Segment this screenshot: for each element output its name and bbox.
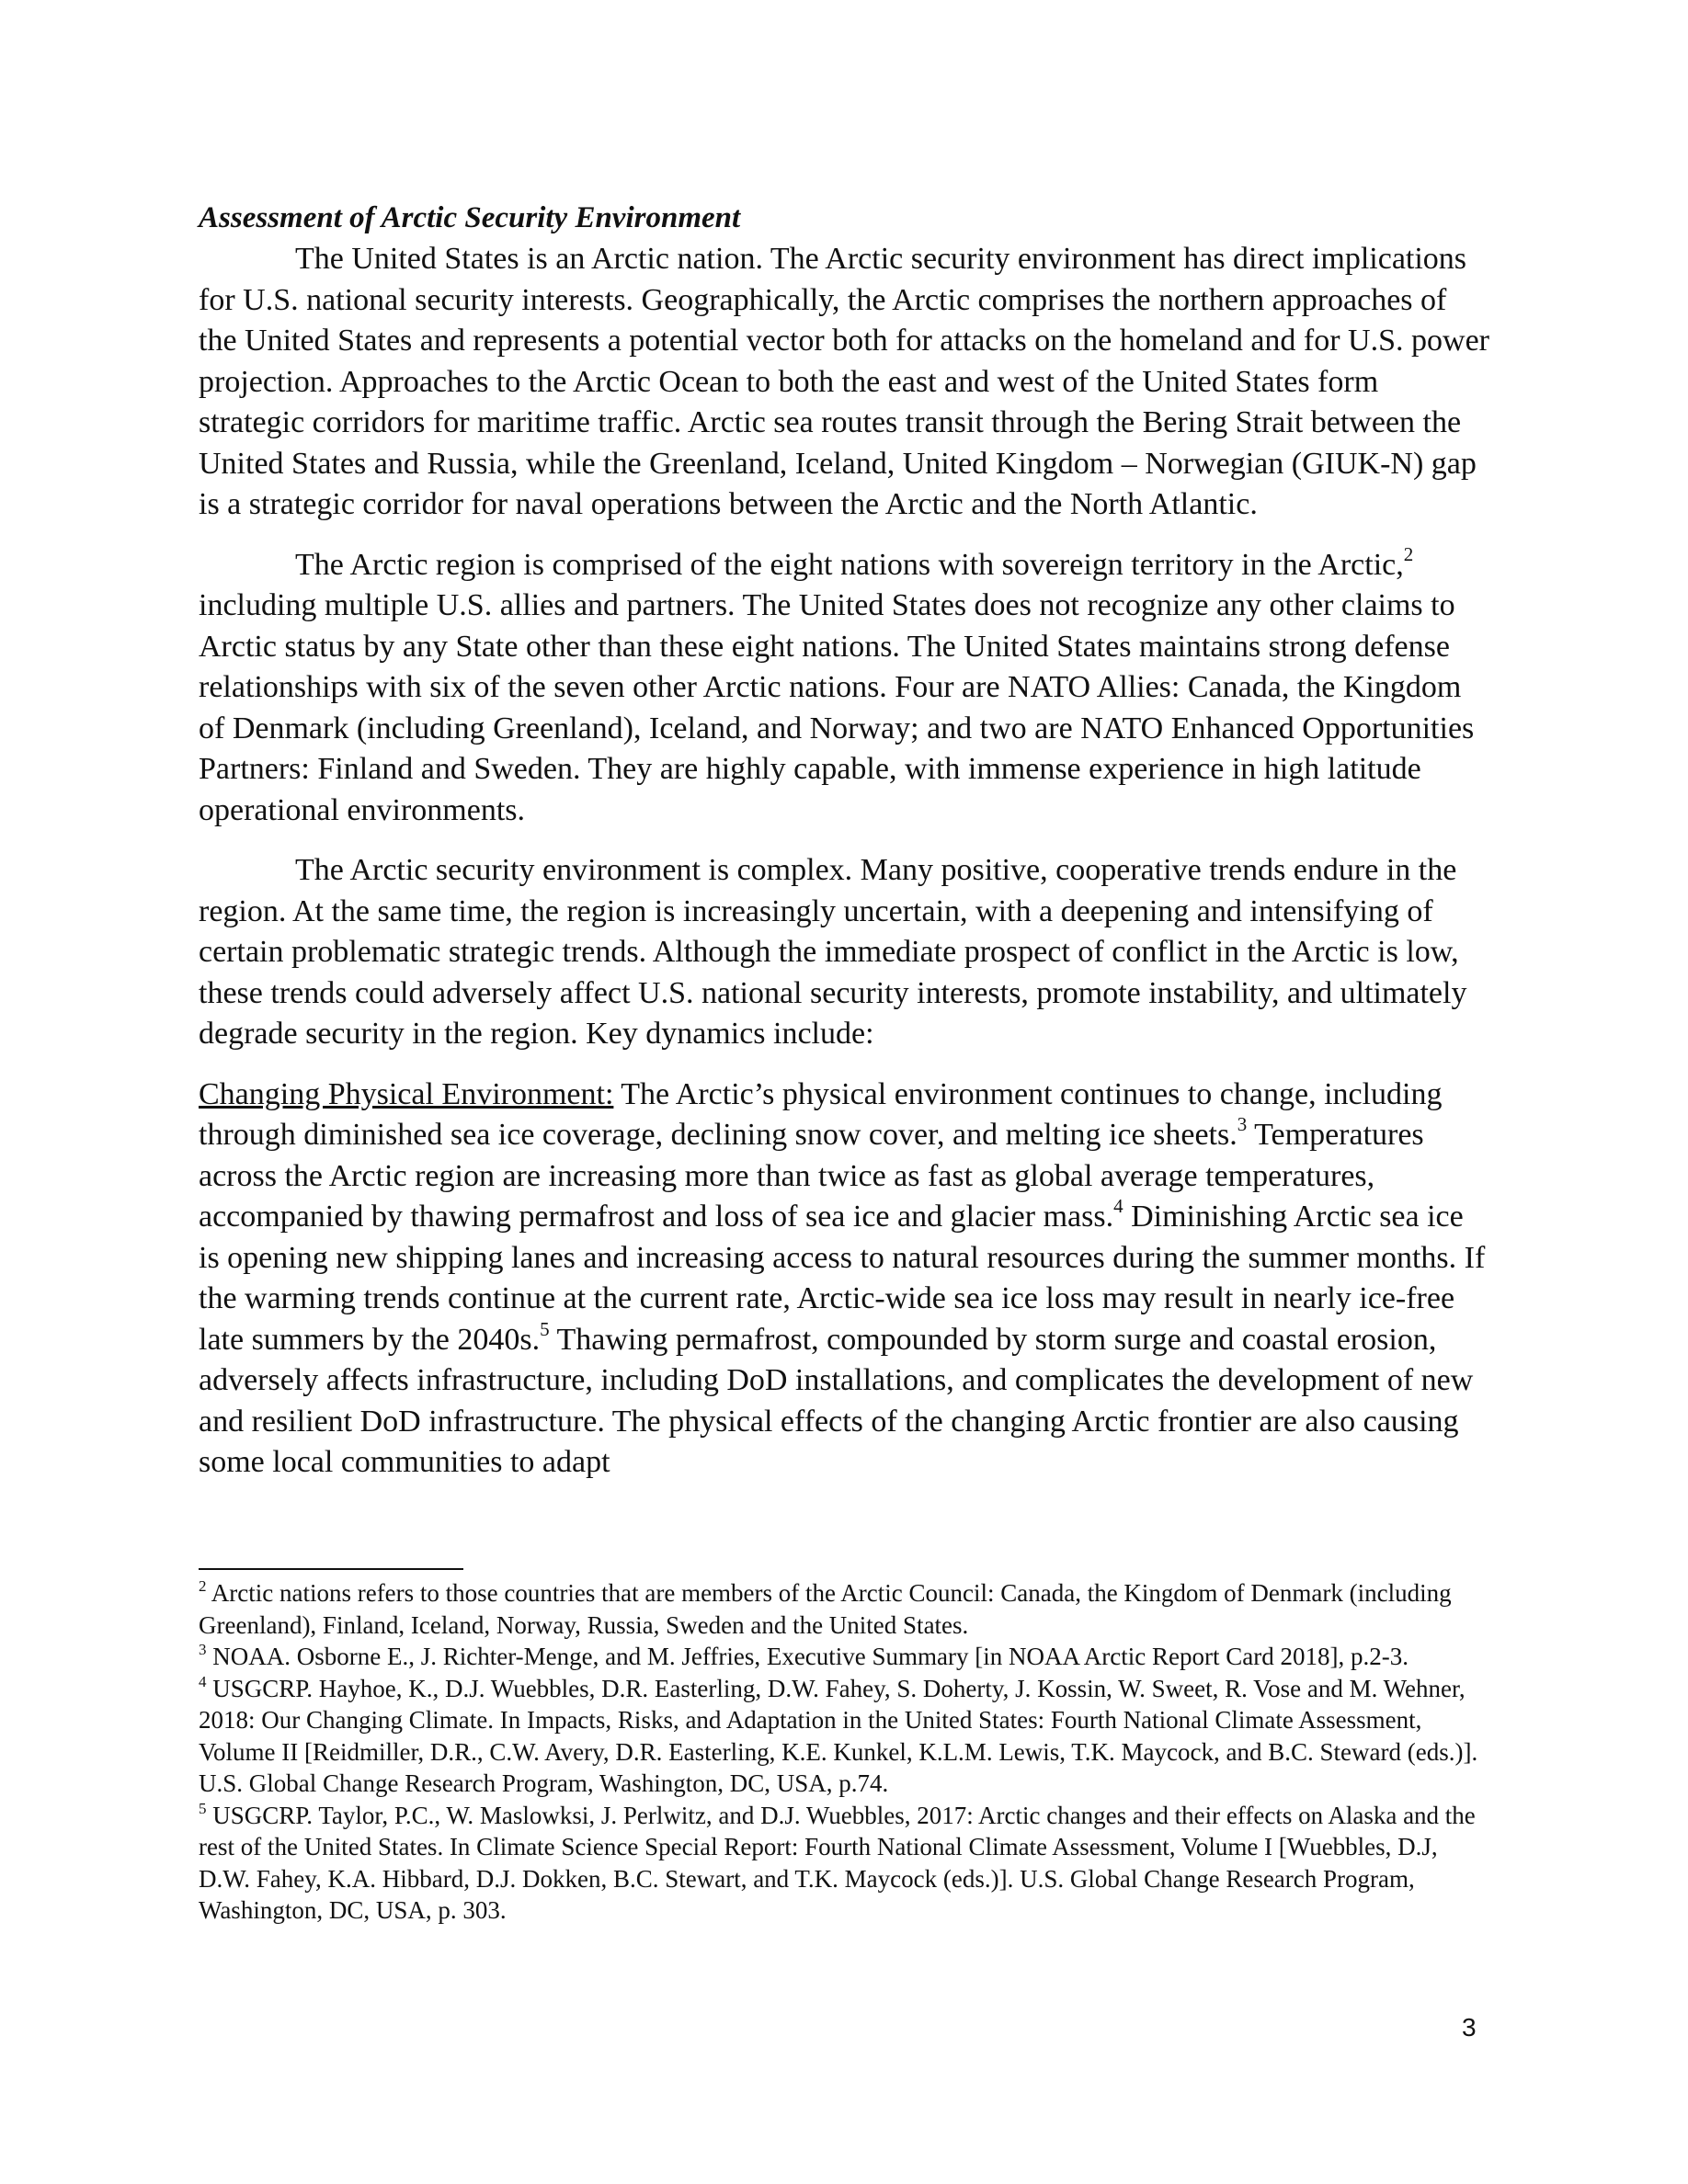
footnote-text: NOAA. Osborne E., J. Richter-Menge, and M. Jeffries, Executive Summary [in NOAA Arctic Report Card 2018], p.2-3. xyxy=(206,1643,1409,1670)
paragraph-text: The Arctic’s physical environment continues to change, including through diminished sea ice coverage, declining snow cover, and melting ice sheets. xyxy=(199,1076,1443,1152)
page-number: 3 xyxy=(1462,2013,1477,2042)
paragraph-text: Temperatures across the Arctic region are increasing more than twice as fast as global average temperatures, accompanied by thawing permafrost and loss of sea ice and glacier mass. xyxy=(199,1118,1424,1234)
footnote-3 xyxy=(199,1641,1489,1673)
footnote-4 xyxy=(199,1673,1489,1800)
paragraph-text: including multiple U.S. allies and partners. The United States does not recognize any other claims to Arctic status by any State other than these eight nations. The United States maintains strong defense relationships with six of the seven other Arctic nations. Four are NATO Allies: Canada, the Kingdom of Denmark (including Greenland), Iceland, and Norway; and two are NATO Enhanced Opportunities Partners: Finland and Sweden. They are highly capable, with immense experience in high latitude operational environments. xyxy=(199,588,1475,827)
footnote-ref-4[interactable]: 4 xyxy=(1113,1195,1123,1217)
paragraph-text: Diminishing Arctic sea ice is opening new shipping lanes and increasing access to natural resources during the summer months. If the warming trends continue at the current rate, Arctic-wide sea ice loss may result in nearly ice-free late summers by the 2040s. xyxy=(199,1200,1486,1357)
paragraph-changing-physical-environment xyxy=(199,1075,1489,1484)
footnote-text: Arctic nations refers to those countries that are members of the Arctic Council: Canada, the Kingdom of Denmark (including Greenland), Finland, Iceland, Norway, Russia, Sweden and the United States. xyxy=(199,1579,1452,1639)
paragraph-text: Thawing permafrost, compounded by storm surge and coastal erosion, adversely affects infrastructure, including DoD installations, and complicates the development of new and resilient DoD infrastructure. The physical effects of the changing Arctic frontier are also causing some local communities to adapt xyxy=(199,1322,1474,1479)
footnote-ref-2[interactable]: 2 xyxy=(1403,542,1414,565)
footnote-ref-5[interactable]: 5 xyxy=(540,1317,550,1340)
footnote-text: USGCRP. Hayhoe, K., D.J. Wuebbles, D.R. Easterling, D.W. Fahey, S. Doherty, J. Kossin, W. Sweet, R. Vose and M. Wehner, 2018: Our Changing Climate. In Impacts, Risks, and Adaptation in the United States: Fourth National Climate Assessment, Volume II [Reidmiller, D.R., C.W. Avery, D.R. Easterling, K.E. Kunkel, K.L.M. Lewis, T.K. Maycock, and B.C. Steward (eds.)]. U.S. Global Change Research Program, Washington, DC, USA, p.74. xyxy=(199,1674,1478,1797)
footnote-number: 5 xyxy=(199,1799,207,1817)
footnote-text: USGCRP. Taylor, P.C., W. Maslowksi, J. Perlwitz, and D.J. Wuebbles, 2017: Arctic changes and their effects on Alaska and the rest of the United States. In Climate Science Special Report: Fourth National Climate Assessment, Volume I [Wuebbles, D.J, D.W. Fahey, K.A. Hibbard, D.J. Dokken, B.C. Stewart, and T.K. Maycock (eds.)]. U.S. Global Change Research Program, Washington, DC, USA, p. 303. xyxy=(199,1801,1476,1924)
footnote-number: 2 xyxy=(199,1577,207,1595)
footnotes xyxy=(199,1577,1489,1927)
footnote-ref-3[interactable]: 3 xyxy=(1237,1113,1248,1135)
footnote-number: 3 xyxy=(199,1641,207,1658)
document-body xyxy=(199,199,1489,1503)
paragraph-lead-title: Changing Physical Environment: xyxy=(199,1076,614,1111)
paragraph-arctic-nation xyxy=(199,239,1489,526)
paragraph-security-environment xyxy=(199,850,1489,1055)
paragraph-text: The United States is an Arctic nation. The Arctic security environment has direct implications for U.S. national security interests. Geographically, the Arctic comprises the northern approaches of the United States and represents a potential vector both for attacks on the homeland and for U.S. power projection. Approaches to the Arctic Ocean to both the east and west of the United States form strategic corridors for maritime traffic. Arctic sea routes transit through the Bering Strait between the United States and Russia, while the Greenland, Iceland, United Kingdom – Norwegian (GIUK-N) gap is a strategic corridor for naval operations between the Arctic and the North Atlantic. xyxy=(199,242,1489,521)
footnote-divider xyxy=(199,1568,463,1570)
footnote-number: 4 xyxy=(199,1672,207,1690)
paragraph-text: The Arctic security environment is complex. Many positive, cooperative trends endure in the region. At the same time, the region is increasingly uncertain, with a deepening and intensifying of certain problematic strategic trends. Although the immediate prospect of conflict in the Arctic is low, these trends could adversely affect U.S. national security interests, promote instability, and ultimately degrade security in the region. Key dynamics include: xyxy=(199,853,1467,1051)
section-heading: Assessment of Arctic Security Environment xyxy=(199,201,741,234)
footnote-2 xyxy=(199,1577,1489,1641)
paragraph-arctic-region xyxy=(199,542,1489,832)
paragraph-text: The Arctic region is comprised of the eight nations with sovereign territory in the Arctic, xyxy=(295,547,1404,582)
footnote-5 xyxy=(199,1800,1489,1927)
